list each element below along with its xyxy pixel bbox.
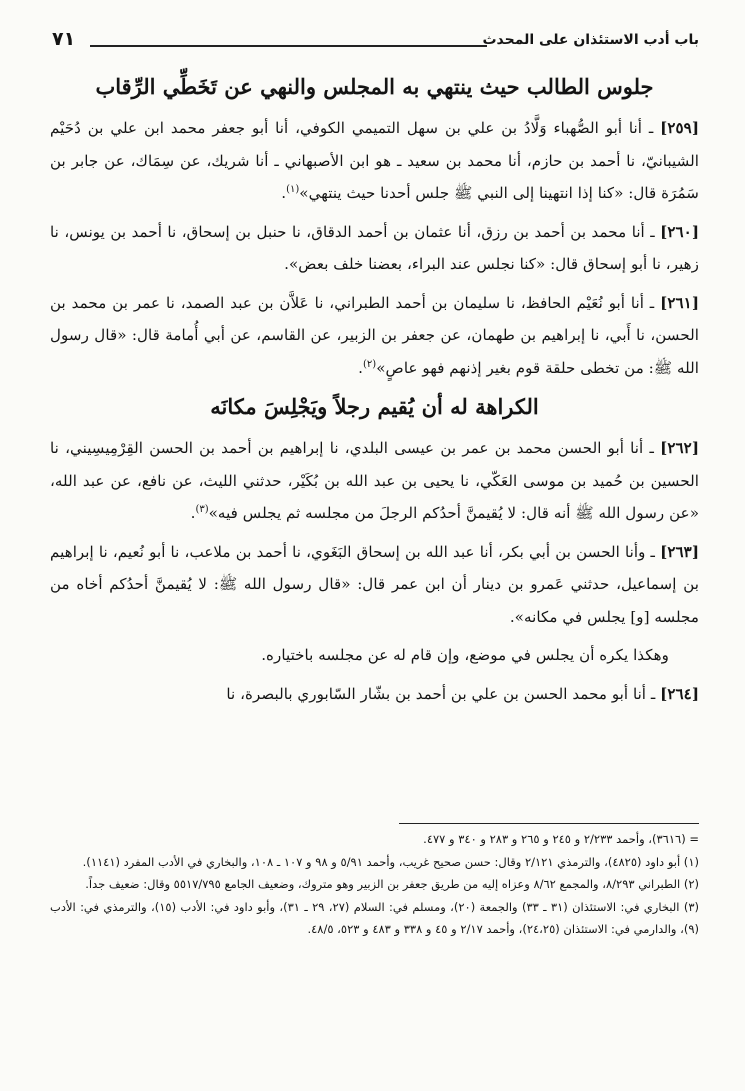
hadith-259 bbox=[50, 112, 699, 210]
section-heading-2: الكراهة له أن يُقيم رجلاً ويَجْلِسَ مكانَه bbox=[210, 394, 539, 419]
hadith-text: ـ أنا أبو الصُّهباء وَلَّادُ بن علي بن سهل التميمي الكوفي، أنا أبو جعفر محمد ابن علي بن دُحَيْم الشيبانيّ، نا أحمد بن حازم، أنا محمد بن سعيد ـ هو ابن الأصبهاني ـ أنا شريك، عن سِمَاك، عن جابر بن سَمُرَة قال: «كنا إذا انتهينا إلى النبي ﷺ جلس أحدنا حيث ينتهي» bbox=[50, 119, 699, 202]
hadith-number: [٢٥٩] bbox=[660, 119, 699, 137]
page-body bbox=[50, 70, 699, 716]
hadith-tail: . bbox=[358, 358, 363, 377]
hadith-number: [٢٦١] bbox=[660, 293, 699, 312]
footnote-ref[interactable]: (١) bbox=[286, 183, 300, 195]
hadith-text: ـ أنا محمد بن أحمد بن رزق، أنا عثمان بن أحمد الدقاق، نا حنبل بن إسحاق، نا أحمد بن يونس، نا زهير، نا أبو إسحاق قال: «كنا نجلس عند البراء، بعضنا خلف بعض». bbox=[50, 222, 699, 273]
page-number: ٧١ bbox=[52, 28, 76, 50]
commentary-text: وهكذا يكره أن يجلس في موضع، وإن قام له عن مجلسه باختياره. bbox=[261, 646, 669, 664]
footnote-ref[interactable]: (٣) bbox=[195, 503, 209, 515]
hadith-text: ـ وأنا الحسن بن أبي بكر، أنا عبد الله بن إسحاق البَغَوي، نا أحمد بن ملاعب، نا أبو نُعيم، نا إبراهيم بن إسماعيل، حدثني عَمرو بن دينار أن ابن عمر قال: «قال رسول الله ﷺ: لا يُقيمنَّ أحدُكم أخاه من مجلسه [و] يجلس في مكانه». bbox=[50, 542, 699, 626]
header-rule bbox=[90, 45, 487, 47]
hadith-tail: . bbox=[281, 184, 287, 202]
footnotes bbox=[50, 828, 699, 941]
hadith-261 bbox=[50, 287, 699, 385]
page-header bbox=[52, 28, 699, 54]
hadith-text: ـ أنا أبو محمد الحسن بن علي بن أحمد بن بشّار السّابوري بالبصرة، نا bbox=[226, 684, 661, 703]
hadith-number: [٢٦٢] bbox=[660, 439, 699, 457]
running-title: باب أدب الاستئذان على المحدث bbox=[482, 32, 699, 48]
hadith-number: [٢٦٠] bbox=[660, 222, 699, 241]
footnote-2: (٢) الطبراني ٨/٢٩٣، والمجمع ٨/٦٢ وعزاه إليه من طريق جعفر بن الزبير وهو متروك، وضعيف الجامع ٥٥١٧/٧٩٥ وقال: ضعيف جداً. bbox=[85, 877, 699, 891]
section-heading-1: جلوس الطالب حيث ينتهي به المجلس والنهي عن تَخَطِّي الرِّقاب bbox=[95, 74, 654, 99]
footnote-continued: = (٣٦١٦)، وأحمد ٢/٢٣٣ و ٢٤٥ و ٢٦٥ و ٢٨٣ و ٣٤٠ و ٤٧٧. bbox=[423, 832, 699, 846]
hadith-264 bbox=[50, 678, 699, 711]
hadith-text: ـ أنا أبو الحسن محمد بن عمر بن عيسى البلدي، نا إبراهيم بن أحمد بن الحسن القِرْمِيسِيني، نا الحسين بن حُميد بن موسى العَكّي، نا يحيى بن عبد الله بن بُكَيْر، حدثني الليث، عن نافع، عن عبد الله، «عن رسول الله ﷺ أنه قال: لا يُقيمنَّ أحدُكم الرجلَ من مجلسه ثم يجلس فيه» bbox=[50, 439, 699, 522]
footnote-rule bbox=[399, 823, 699, 824]
footnote-3: (٣) البخاري في: الاستئذان (٣١ ـ ٣٣) والجمعة (٢٠)، ومسلم في: السلام (٢٧، ٢٩ ـ ٣١)، وأبو داود في: الأدب (١٥)، والترمذي في: الأدب (٩)، والدارمي في: الاستئذان (٢٤،٢٥)، وأحمد ٢/١٧ و ٤٥ و ٣٣٨ و ٤٨٣ و ٥٢٣، ٤٨/٥. bbox=[50, 899, 699, 936]
hadith-number: [٢٦٤] bbox=[660, 684, 699, 703]
hadith-263 bbox=[50, 536, 699, 634]
hadith-260 bbox=[50, 216, 699, 281]
hadith-262 bbox=[50, 432, 699, 530]
commentary-line bbox=[50, 639, 699, 672]
footnote-ref[interactable]: (٢) bbox=[363, 358, 377, 370]
hadith-tail: . bbox=[190, 504, 196, 522]
footnote-1: (١) أبو داود (٤٨٢٥)، والترمذي ٢/١٢١ وقال: حسن صحيح غريب، وأحمد ٥/٩١ و ٩٨ و ١٠٧ ـ ١٠٨، والبخاري في الأدب المفرد (١١٤١). bbox=[82, 854, 699, 869]
hadith-text: ـ أنا أبو نُعَيْم الحافظ، نا سليمان بن أحمد الطبراني، نا عَلاَّن بن عبد الصمد، نا عمر بن محمد بن الحسن، نا أَبي، نا إبراهيم بن طهمان، عن جعفر بن الزبير، عن القاسم، عن أبي أُمامة قال: «قال رسول الله ﷺ: من تخطى حلقة قوم بغير إذنهم فهو عاصٍ» bbox=[50, 293, 699, 377]
hadith-number: [٢٦٣] bbox=[660, 542, 699, 561]
